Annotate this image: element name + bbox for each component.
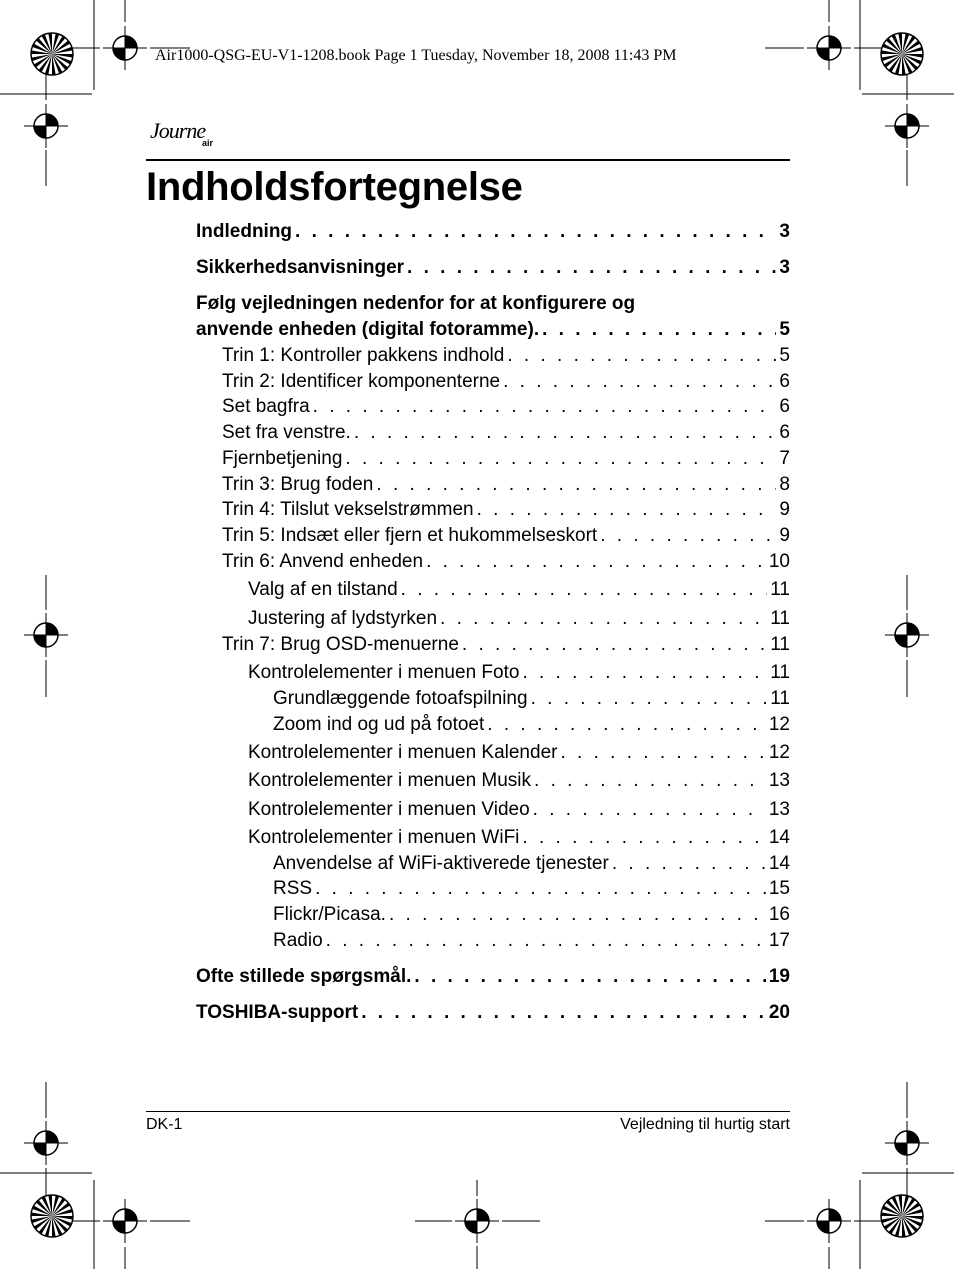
toc-entry-page: 11 [770,608,790,629]
toc-entry[interactable] [248,578,790,602]
title-rule [146,159,790,161]
toc-dot-leader [389,903,766,927]
toc-dot-leader [560,741,765,765]
toc-entry-label: Set bagfra [222,396,310,417]
toc-entry-label: Trin 5: Indsæt eller fjern et hukommelseskort [222,525,598,546]
toc-entry-label: Zoom ind og ud på fotoet [273,714,485,735]
registration-target-icon [103,1199,147,1243]
toc-dot-leader [534,769,766,793]
registration-target-icon [885,613,929,657]
toc-entry-page: 12 [768,742,790,763]
toc-entry-label: anvende enheden (digital fotoramme). [196,319,540,340]
toc-dot-leader [522,661,767,685]
toc-entry-page: 7 [779,448,790,469]
toc-entry-label: Set fra venstre. [222,422,351,443]
toc-entry-page: 12 [768,714,790,735]
toc-dot-leader [407,256,776,280]
toc-entry[interactable] [273,929,790,953]
toc-dot-leader [507,344,776,368]
footer-document-name: Vejledning til hurtig start [620,1116,790,1133]
print-header: Air1000-QSG-EU-V1-1208.book Page 1 Tuesday, November 18, 2008 11:43 PM [155,47,677,64]
toc-dot-leader [295,220,776,244]
toc-entry-label: Trin 3: Brug foden [222,474,374,495]
registration-target-icon [103,26,147,70]
toc-entry-label: Trin 1: Kontroller pakkens indhold [222,345,505,366]
toc-dot-leader [326,929,766,953]
toc-entry-label: Valg af en tilstand [248,579,398,600]
toc-dot-leader [426,550,766,574]
logo-air: air [202,138,214,148]
toc-entry[interactable] [273,877,790,901]
toc-entry-page: 9 [779,525,790,546]
toc-dot-leader [522,826,765,850]
toc-entry-label: Følg vejledningen nedenfor for at konfigurere og [196,293,636,314]
footer-rule [146,1111,790,1112]
toc-entry-label: Trin 2: Identificer komponenterne [222,371,501,392]
toc-dot-leader [477,498,777,522]
toc-entry[interactable] [248,741,790,765]
toc-entry[interactable] [196,220,790,244]
toc-entry-label: Trin 7: Brug OSD-menuerne [222,634,459,655]
toc-entry[interactable] [196,1001,790,1025]
toc-dot-leader [462,633,767,657]
starburst-mark-icon [881,33,923,75]
toc-dot-leader [542,318,776,342]
starburst-mark-icon [881,1195,923,1237]
toc-entry[interactable] [222,633,790,657]
toc-dot-leader [361,1001,766,1025]
toc-entry-label: Kontrolelementer i menuen Musik [248,770,532,791]
toc-entry-page: 5 [779,345,790,366]
toc-entry-label: Justering af lydstyrken [248,608,438,629]
toc-entry[interactable] [273,713,790,737]
toc-entry-page: 11 [770,579,790,600]
toc-entry[interactable] [273,903,790,927]
toc-entry[interactable] [248,661,790,685]
registration-target-icon [807,1199,851,1243]
toc-dot-leader [487,713,766,737]
registration-target-icon [885,104,929,148]
toc-entry-label: Indledning [196,221,293,242]
toc-entry[interactable] [222,447,790,471]
toc-entry-page: 20 [768,1002,790,1023]
toc-entry[interactable] [196,965,790,989]
toc-entry[interactable] [248,798,790,822]
starburst-mark-icon [31,33,73,75]
toc-entry-page: 6 [779,396,790,417]
toc-dot-leader [612,852,766,876]
journe-air-logo [144,118,254,160]
toc-entry-label: Kontrolelementer i menuen WiFi [248,827,520,848]
logo-script: Journe [150,118,206,143]
toc-entry[interactable] [248,607,790,631]
registration-target-icon [807,26,851,70]
toc-dot-leader [354,421,777,445]
toc-entry-page: 16 [768,904,790,925]
toc-entry-page: 3 [779,257,790,278]
registration-target-icon [24,104,68,148]
toc-entry[interactable] [222,395,790,419]
toc-entry-label: TOSHIBA-support [196,1002,359,1023]
toc-entry-page: 8 [779,474,790,495]
toc-dot-leader [401,578,768,602]
toc-entry-page: 13 [768,799,790,820]
toc-dot-leader [414,965,765,989]
toc-entry-page: 19 [768,966,790,987]
toc-entry[interactable] [222,421,790,445]
toc-entry[interactable] [196,256,790,280]
toc-entry-page: 14 [768,827,790,848]
toc-entry[interactable] [222,473,790,497]
toc-entry-page: 11 [770,662,790,683]
toc-entry-label: RSS [273,878,313,899]
page-title: Indholdsfortegnelse [146,165,523,209]
toc-entry[interactable] [248,826,790,850]
toc-dot-leader [531,687,768,711]
toc-dot-leader [345,447,776,471]
toc-entry-label: Kontrolelementer i menuen Kalender [248,742,558,763]
toc-entry-page: 13 [768,770,790,791]
toc-dot-leader [503,370,776,394]
toc-entry-page: 6 [779,371,790,392]
toc-entry-label: Grundlæggende fotoafspilning [273,688,528,709]
toc-entry-page: 17 [768,930,790,951]
registration-target-icon [24,1121,68,1165]
toc-entry-label: Flickr/Picasa. [273,904,386,925]
toc-entry[interactable] [222,498,790,522]
footer-page-number: DK-1 [146,1116,183,1133]
toc-entry-label: Anvendelse af WiFi-aktiverede tjenester [273,853,609,874]
toc-dot-leader [600,524,776,548]
toc-entry-page: 9 [779,499,790,520]
registration-target-icon [455,1199,499,1243]
toc-entry-label: Trin 4: Tilslut vekselstrømmen [222,499,474,520]
toc-entry-label: Sikkerhedsanvisninger [196,257,405,278]
toc-entry-label: Fjernbetjening [222,448,343,469]
toc-entry-page: 6 [779,422,790,443]
toc-entry-page: 11 [770,688,790,709]
toc-entry[interactable] [273,687,790,711]
toc-entry-label: Trin 6: Anvend enheden [222,551,424,572]
toc-entry-label: Kontrolelementer i menuen Foto [248,662,520,683]
toc-dot-leader [313,395,777,419]
toc-entry-label: Kontrolelementer i menuen Video [248,799,530,820]
toc-entry[interactable] [196,292,790,316]
toc-entry[interactable] [248,769,790,793]
toc-entry[interactable] [222,550,790,574]
toc-entry-page: 5 [779,319,790,340]
toc-entry-page: 15 [768,878,790,899]
registration-target-icon [885,1121,929,1165]
toc-entry-page: 11 [770,634,790,655]
toc-entry[interactable] [222,524,790,548]
toc-entry-page: 14 [768,853,790,874]
toc-entry-page: 10 [768,551,790,572]
toc-entry-label: Radio [273,930,323,951]
toc-dot-leader [315,877,766,901]
toc-entry[interactable] [196,318,790,342]
toc-dot-leader [376,473,776,497]
toc-entry[interactable] [222,370,790,394]
registration-target-icon [24,613,68,657]
starburst-mark-icon [31,1195,73,1237]
toc-entry-label: Ofte stillede spørgsmål. [196,966,412,987]
toc-entry[interactable] [273,852,790,876]
toc-dot-leader [533,798,766,822]
toc-entry-page: 3 [779,221,790,242]
toc-entry[interactable] [222,344,790,368]
toc-dot-leader [440,607,767,631]
